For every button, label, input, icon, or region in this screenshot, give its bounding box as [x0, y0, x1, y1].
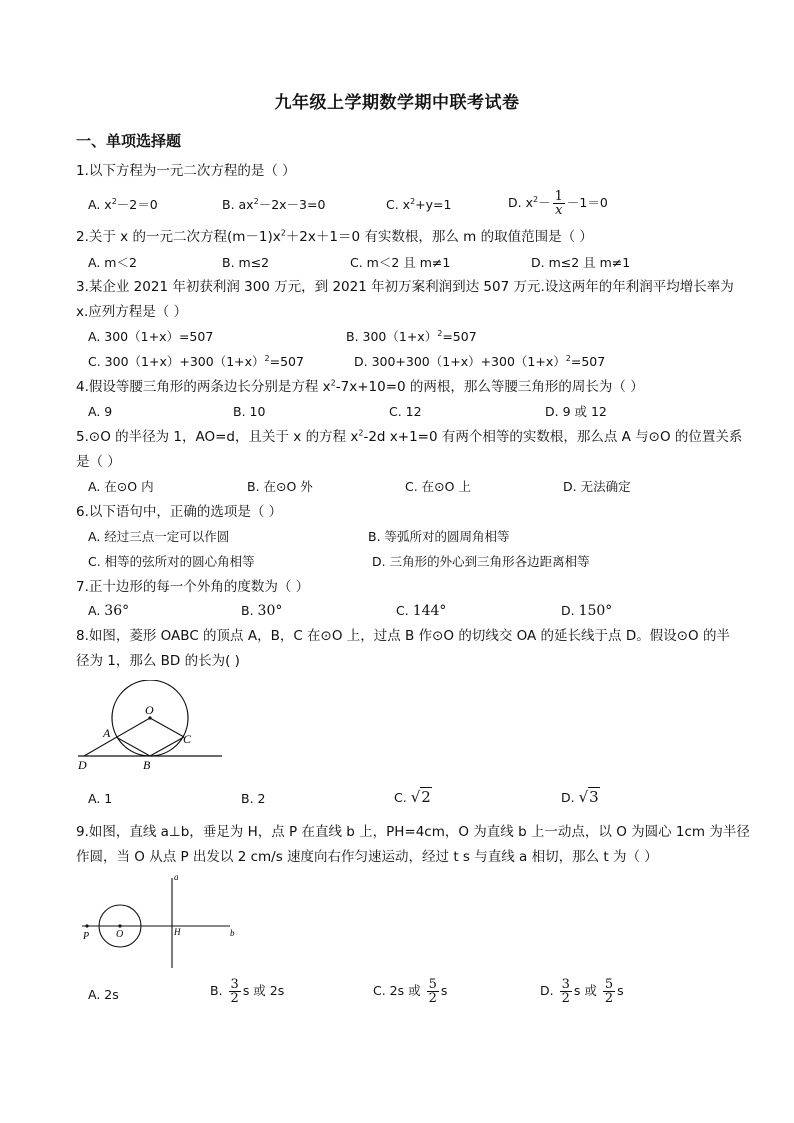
q9-d-fraction-2: $\frac{5}{2}$: [604, 977, 614, 1006]
q9-c-fraction: $\frac{5}{2}$: [428, 977, 437, 1006]
q2-option-b: B. m≤2: [222, 255, 270, 270]
q5-option-d: D. 无法确定: [563, 479, 631, 494]
q4-option-c: C. 12: [389, 404, 422, 419]
q7-option-a: A. 36°: [88, 603, 130, 619]
q9-label-p: P: [83, 931, 90, 942]
q3-option-b: B. $300(1+x)^2=507$: [346, 328, 477, 344]
section-heading: 一、单项选择题: [76, 132, 182, 150]
question-8-stem-line2: 径为 1，那么 BD 的长为( ): [76, 653, 240, 669]
q5-option-b: B. 在⊙O 外: [247, 479, 313, 494]
q8-option-d: D. √3: [561, 788, 599, 806]
q8-segment-bc: [150, 737, 184, 756]
q8-c-sqrt: √2: [410, 788, 431, 806]
q8-label-d: D: [78, 758, 87, 772]
q8-label-b: B: [143, 758, 151, 772]
q9-option-b: B. $\frac{3}{2}$ s 或 2s: [210, 977, 285, 1006]
question-7-stem: 7.正十边形的每一个外角的度数为（ ）: [76, 579, 310, 595]
q1-option-c: C. $x^2+y=1$: [386, 196, 452, 212]
question-4-stem: 4.假设等腰三角形的两条边长分别是方程 $x^2-7x+10=0$ 的两根，那么等腰三角形的周长为（ ）: [76, 378, 644, 395]
q9-label-a: a: [174, 872, 179, 882]
q7-option-c: C. 144°: [396, 603, 447, 619]
q8-option-b: B. 2: [241, 791, 266, 806]
q1-option-b: B. $ax^2-2x-3=0$: [222, 196, 326, 212]
q9-point-o: [118, 924, 121, 927]
q3-option-c: C. $300(1+x)+300(1+x)^2=507$: [88, 353, 304, 369]
q9-d-fraction-1: $\frac{3}{2}$: [561, 977, 570, 1006]
question-1-stem: 1.以下方程为一元二次方程的是（ ）: [76, 163, 296, 179]
question-2-stem: 2.关于 x 的一元二次方程$(m-1)x^2+2x+1=0$ 有实数根，那么 m 的取值范围是（ ）: [76, 228, 593, 245]
q7-option-d: D. 150°: [561, 603, 613, 619]
q3-option-a: A. 300（1+x）=507: [88, 329, 214, 344]
q6-option-a: A. 经过三点一定可以作圆: [88, 529, 230, 544]
q9-label-h: H: [174, 927, 181, 937]
q8-segment-ab: [116, 737, 150, 756]
q9-label-o: O: [116, 929, 124, 940]
q3-option-d: D. $300+300(1+x)+300(1+x)^2=507$: [354, 353, 606, 369]
q6-option-c: C. 相等的弦所对的圆心角相等: [88, 554, 255, 569]
q6-option-b: B. 等弧所对的圆周角相等: [368, 529, 510, 544]
q1-option-d: D. $x^2-$ $\frac{1}{x}$ －1＝0: [508, 189, 608, 218]
q4-option-d: D. 9 或 12: [545, 404, 607, 419]
q9-option-a: A. 2s: [88, 987, 119, 1002]
question-9-stem-line1: 9.如图，直线 a⊥b，垂足为 H，点 P 在直线 b 上，PH=4cm，O 为直线 b 上一动点，以 O 为圆心 1cm 为半径: [76, 824, 750, 840]
q9-option-d: D. $\frac{3}{2}$ s 或 $\frac{5}{2}$ s: [540, 977, 624, 1006]
q2-option-a: A. m＜2: [88, 255, 137, 270]
q8-d-sqrt: √3: [578, 788, 599, 806]
q9-label-b: b: [230, 928, 235, 938]
q5-option-c: C. 在⊙O 上: [405, 479, 471, 494]
q4-option-a: A. 9: [88, 404, 113, 419]
q9-figure-moving-circle: [78, 870, 243, 972]
q9-b-fraction: $\frac{3}{2}$: [230, 977, 239, 1006]
q9-option-c: C. 2s 或 $\frac{5}{2}$ s: [373, 977, 448, 1006]
q2-option-d: D. m≤2 且 m≠1: [531, 255, 631, 270]
page-title: 九年级上学期数学期中联考试卷: [274, 93, 520, 113]
q8-segment-oc: [150, 718, 184, 737]
q2-option-c: C. m＜2 且 m≠1: [350, 255, 451, 270]
question-6-stem: 6.以下语句中，正确的选项是（ ）: [76, 504, 283, 520]
q8-option-c: C. √2: [394, 788, 431, 806]
q8-option-a: A. 1: [88, 791, 113, 806]
q4-option-b: B. 10: [233, 404, 266, 419]
q8-label-o: O: [145, 703, 154, 717]
question-3-stem-line2: x.应列方程是（ ）: [76, 304, 188, 320]
q7-option-b: B. 30°: [241, 603, 283, 619]
question-3-stem-line1: 3.某企业 2021 年初获利润 300 万元，到 2021 年初万案利润到达 507 万元.设这两年的年利润平均增长率为: [76, 279, 734, 295]
q1-d-fraction: $\frac{1}{x}$: [554, 189, 563, 218]
q8-label-c: C: [183, 732, 192, 746]
q6-option-d: D. 三角形的外心到三角形各边距离相等: [372, 554, 590, 569]
question-9-stem-line2: 作圆，当 O 从点 P 出发以 2 cm/s 速度向右作匀速运动，经过 t s 与直线 a 相切，那么 t 为（ ）: [76, 849, 658, 865]
q8-label-a: A: [103, 726, 111, 740]
q8-figure-rhombus-circle: [70, 680, 230, 772]
q5-option-a: A. 在⊙O 内: [88, 479, 154, 494]
question-5-stem-line2: 是（ ）: [76, 454, 121, 470]
q9-point-p: [85, 924, 88, 927]
question-8-stem-line1: 8.如图，菱形 OABC 的顶点 A，B，C 在⊙O 上，过点 B 作⊙O 的切线交 OA 的延长线于点 D。假设⊙O 的半: [76, 628, 730, 644]
question-5-stem-line1: 5.⊙O 的半径为 1，AO=d，且关于 x 的方程 $x^2-2d$ x+1=0 有两个相等的实数根，那么点 A 与⊙O 的位置关系: [76, 428, 743, 445]
q1-option-a: A. $x^2-2=0$: [88, 196, 158, 212]
